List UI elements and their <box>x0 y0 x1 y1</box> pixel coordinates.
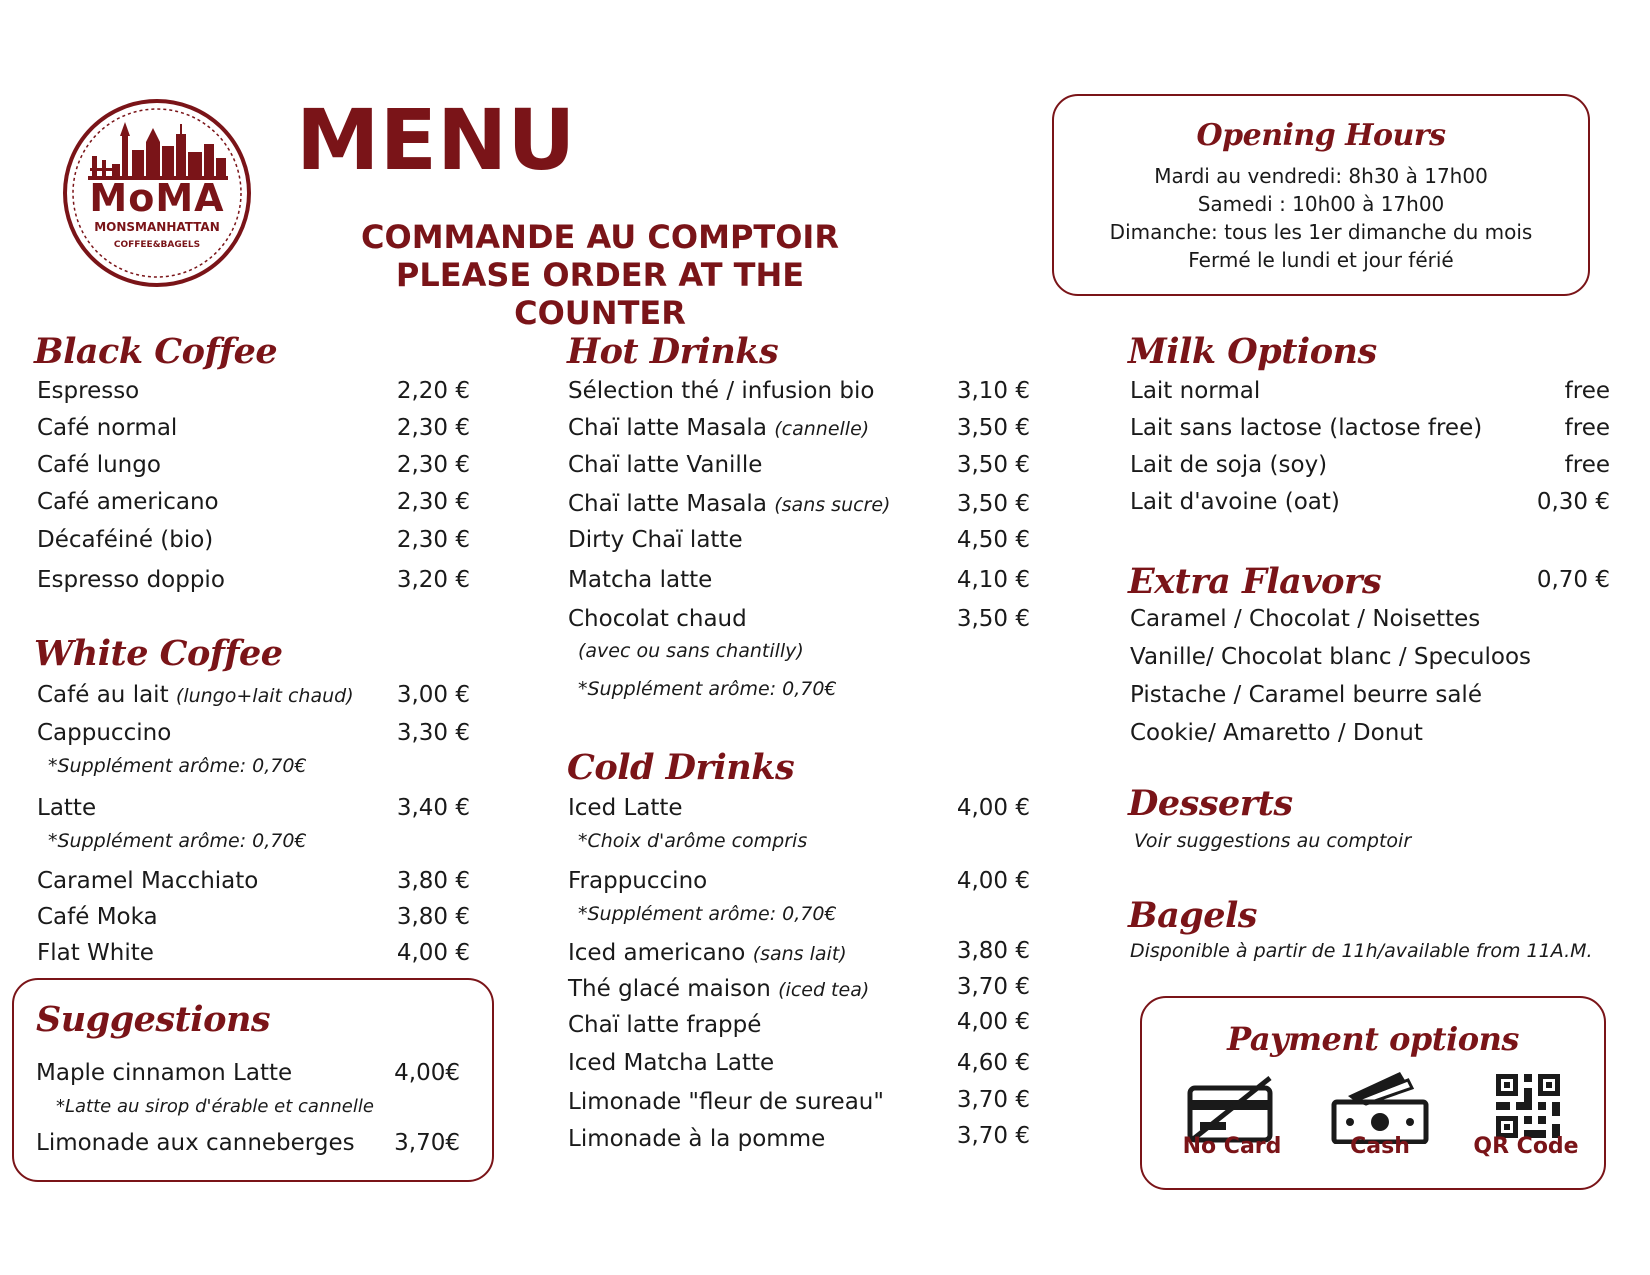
menu-item-name: Limonade "fleur de sureau" <box>568 1089 884 1115</box>
menu-item-price: 3,50 € <box>956 606 1030 632</box>
page-title: MENU <box>296 91 576 189</box>
menu-item-name: Espresso doppio <box>37 567 225 593</box>
menu-item-price: 3,20 € <box>396 567 470 593</box>
menu-item-detail: (sans sucre) <box>774 494 891 516</box>
menu-item-price: 3,70 € <box>956 1087 1030 1113</box>
menu-item-note: *Supplément arôme: 0,70€ <box>48 755 307 777</box>
menu-item-price: 3,40 € <box>396 795 470 821</box>
flavor-line: Caramel / Chocolat / Noisettes <box>1130 606 1481 632</box>
menu-item-price: 2,30 € <box>396 489 470 515</box>
section-title-desserts: Desserts <box>1128 783 1293 824</box>
menu-item-price: 4,50 € <box>956 527 1030 553</box>
menu-item-price: 4,00€ <box>394 1060 460 1086</box>
menu-item-note: *Supplément arôme: 0,70€ <box>48 830 307 852</box>
hours-line: Mardi au vendredi: 8h30 à 17h00 <box>1154 164 1488 188</box>
menu-item-name: Cappuccino <box>37 720 172 746</box>
logo <box>62 98 252 288</box>
menu-item-price: free <box>1564 415 1610 441</box>
menu-item <box>568 413 869 444</box>
menu-item-price: 2,30 € <box>396 527 470 553</box>
menu-item-note: *Choix d'arôme compris <box>578 830 808 852</box>
opening-hours-lines <box>1054 162 1588 274</box>
flavor-line: Vanille/ Chocolat blanc / Speculoos <box>1130 644 1532 670</box>
menu-item <box>568 938 847 969</box>
hours-line: Samedi : 10h00 à 17h00 <box>1197 192 1445 216</box>
menu-item-detail: (lungo+lait chaud) <box>175 685 354 707</box>
menu-item-price: 3,10 € <box>956 378 1030 404</box>
menu-item-name: Café normal <box>37 415 178 441</box>
menu-item-price: 3,70 € <box>956 1123 1030 1149</box>
payment-option-label: No Card <box>1182 1134 1282 1159</box>
menu-item-name: Café au lait <box>37 682 169 708</box>
menu-item <box>37 680 354 711</box>
menu-item-name: Iced Latte <box>568 795 683 821</box>
menu-item-name: Dirty Chaï latte <box>568 527 743 553</box>
opening-hours-box <box>1052 94 1590 296</box>
menu-item-name: Iced americano <box>568 940 746 966</box>
menu-item <box>568 974 869 1005</box>
section-title-extra-flavors: Extra Flavors <box>1128 561 1382 602</box>
menu-item-name: Chaï latte Masala <box>568 491 767 517</box>
menu-item-price: 4,00 € <box>956 868 1030 894</box>
logo-tagline: COFFEE&BAGELS <box>113 240 201 250</box>
flavor-line: Cookie/ Amaretto / Donut <box>1130 720 1423 746</box>
menu-item-name: Lait d'avoine (oat) <box>1130 489 1340 515</box>
menu-item-price: 4,00 € <box>956 795 1030 821</box>
desserts-note: Voir suggestions au comptoir <box>1134 830 1412 852</box>
payment-options-box <box>1140 996 1606 1190</box>
menu-item-name: Chaï latte frappé <box>568 1012 762 1038</box>
menu-item-note: (avec ou sans chantilly) <box>578 640 804 662</box>
payment-option-label: QR Code <box>1473 1134 1579 1159</box>
section-note: *Supplément arôme: 0,70€ <box>578 678 837 700</box>
menu-item-name: Café Moka <box>37 904 158 930</box>
menu-item-name: Flat White <box>37 940 154 966</box>
menu-item-name: Matcha latte <box>568 567 713 593</box>
qr-code-icon <box>1496 1074 1560 1138</box>
menu-item-price: free <box>1564 452 1610 478</box>
payment-option-label: Cash <box>1350 1134 1410 1159</box>
menu-item <box>568 489 890 520</box>
menu-item-name: Maple cinnamon Latte <box>36 1060 293 1086</box>
section-title-black-coffee: Black Coffee <box>34 331 278 372</box>
menu-item-name: Limonade aux canneberges <box>36 1130 355 1156</box>
menu-item-note: *Latte au sirop d'érable et cannelle <box>56 1096 374 1117</box>
menu-item-price: 3,80 € <box>396 868 470 894</box>
menu-item-price: 4,00 € <box>956 1009 1030 1035</box>
logo-brand: MoMA <box>89 176 225 220</box>
menu-item-price: 3,50 € <box>956 491 1030 517</box>
menu-item-note-text: Latte au sirop d'érable et cannelle <box>65 1096 374 1117</box>
menu-item-price: 4,10 € <box>956 567 1030 593</box>
menu-item-name: Lait sans lactose (lactose free) <box>1130 415 1483 441</box>
menu-item-detail: (sans lait) <box>752 943 847 965</box>
menu-item-name: Espresso <box>37 378 140 404</box>
menu-item-detail: (cannelle) <box>774 418 870 440</box>
section-title-hot-drinks: Hot Drinks <box>567 331 779 372</box>
logo-subtitle: MONSMANHATTAN <box>94 220 220 234</box>
flavor-line: Pistache / Caramel beurre salé <box>1130 682 1482 708</box>
menu-item-detail: (iced tea) <box>778 979 870 1001</box>
menu-item-name: Café lungo <box>37 452 161 478</box>
menu-item-name: Lait de soja (soy) <box>1130 452 1328 478</box>
menu-item-price: 3,70 € <box>956 974 1030 1000</box>
menu-item-name: Chocolat chaud <box>568 606 747 632</box>
order-notice-fr: COMMANDE AU COMPTOIR <box>361 218 839 256</box>
menu-item-price: 4,60 € <box>956 1050 1030 1076</box>
menu-item-name: Décaféiné (bio) <box>37 527 214 553</box>
menu-item-price: 4,00 € <box>396 940 470 966</box>
menu-item-price: 3,50 € <box>956 452 1030 478</box>
menu-item-price: 0,30 € <box>1536 489 1610 515</box>
hours-line: Fermé le lundi et jour férié <box>1188 248 1454 272</box>
menu-item-name: Frappuccino <box>568 868 708 894</box>
menu-item-name: Iced Matcha Latte <box>568 1050 775 1076</box>
menu-item-price: 2,20 € <box>396 378 470 404</box>
section-title-white-coffee: White Coffee <box>34 633 283 674</box>
menu-item-price: 3,00 € <box>396 682 470 708</box>
menu-item-name: Café americano <box>37 489 219 515</box>
extra-flavors-price: 0,70 € <box>1536 567 1610 593</box>
menu-item-name: Caramel Macchiato <box>37 868 259 894</box>
section-title-cold-drinks: Cold Drinks <box>567 747 795 788</box>
order-notice-en: PLEASE ORDER AT THE COUNTER <box>395 256 805 332</box>
menu-item-name: Chaï latte Masala <box>568 415 767 441</box>
section-title-milk-options: Milk Options <box>1128 331 1377 372</box>
menu-item-price: 3,50 € <box>956 415 1030 441</box>
bagels-note: Disponible à partir de 11h/available from 11A.M. <box>1130 940 1593 962</box>
section-title-bagels: Bagels <box>1128 895 1258 936</box>
menu-item-price: 2,30 € <box>396 452 470 478</box>
menu-item-name: Sélection thé / infusion bio <box>568 378 875 404</box>
menu-item-price: 3,70€ <box>394 1130 460 1156</box>
suggestions-box <box>12 978 494 1182</box>
menu-item-name: Latte <box>37 795 97 821</box>
hours-line: Dimanche: tous les 1er dimanche du mois <box>1109 220 1533 244</box>
menu-item-price: 3,80 € <box>956 938 1030 964</box>
menu-item-note: *Supplément arôme: 0,70€ <box>578 903 837 925</box>
opening-hours-title: Opening Hours <box>1196 118 1446 153</box>
menu-item-price: 3,30 € <box>396 720 470 746</box>
payment-options-title: Payment options <box>1227 1020 1519 1058</box>
menu-item-name: Thé glacé maison <box>568 976 771 1002</box>
menu-item-name: Chaï latte Vanille <box>568 452 763 478</box>
menu-item-price: 2,30 € <box>396 415 470 441</box>
section-title-suggestions: Suggestions <box>36 999 271 1040</box>
menu-item-name: Lait normal <box>1130 378 1261 404</box>
menu-item-name: Limonade à la pomme <box>568 1126 826 1152</box>
menu-item-price: 3,80 € <box>396 904 470 930</box>
cash-icon <box>1330 1068 1430 1144</box>
menu-item-price: free <box>1564 378 1610 404</box>
